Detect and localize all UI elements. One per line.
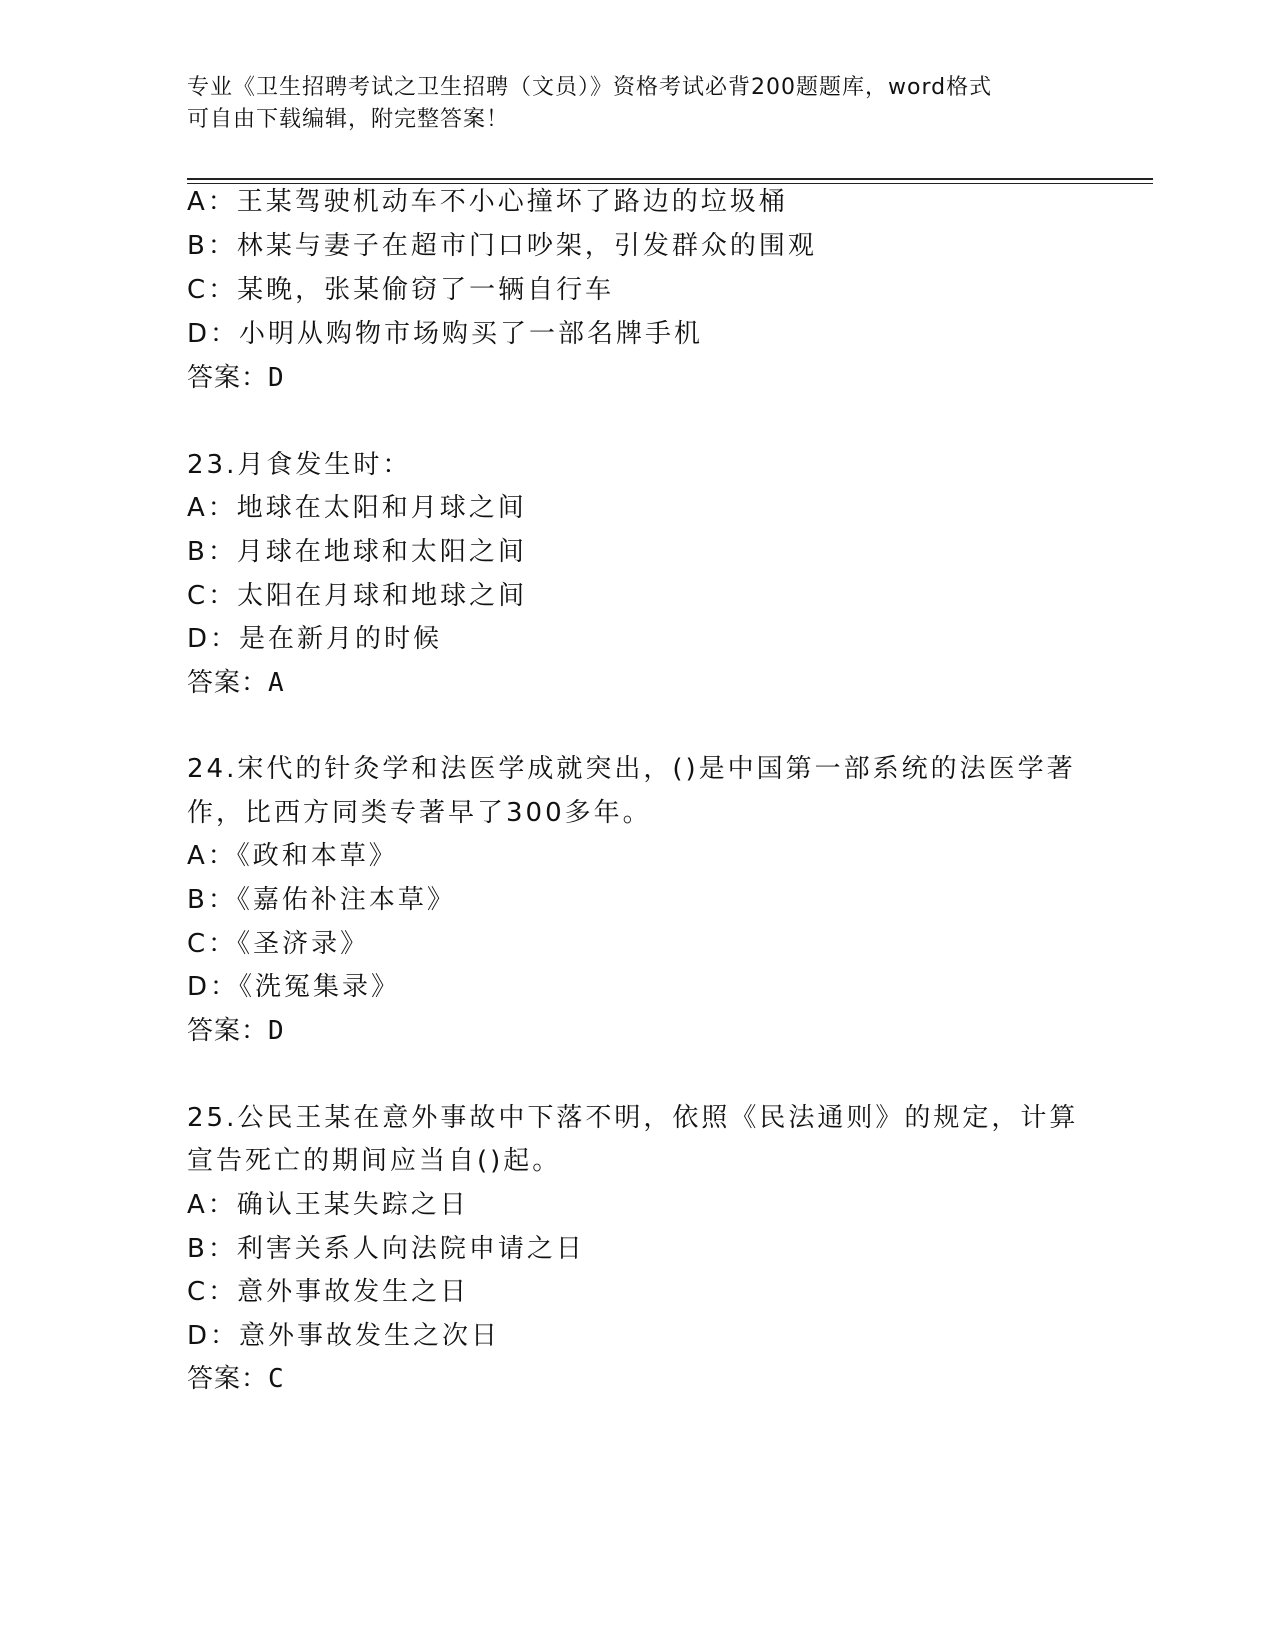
option-c: C：意外事故发生之日 [187,1277,470,1307]
answer-line [187,1013,285,1049]
option-a: A：地球在太阳和月球之间 [187,493,527,523]
option-b: B：月球在地球和太阳之间 [187,537,527,567]
answer-value: A [268,668,285,698]
question-stem-continued: 作，比西方同类专著早了300多年。 [187,798,652,828]
option-d: D：《洗冤集录》 [187,972,401,1002]
header-line-1: 专业《卫生招聘考试之卫生招聘（文员）》资格考试必背200题题库，word格式 [187,75,993,100]
option-a: A：确认王某失踪之日 [187,1190,469,1220]
option-a: A：《政和本草》 [187,841,398,871]
answer-label: 答案： [187,1016,269,1046]
option-d: D：小明从购物市场购买了一部名牌手机 [187,319,704,349]
question-stem: 23.月食发生时： [187,450,412,480]
document-header [187,72,1087,136]
answer-line [187,665,285,701]
option-d: D：意外事故发生之次日 [187,1321,501,1351]
option-b: B：林某与妻子在超市门口吵架，引发群众的围观 [187,231,817,261]
option-d: D：是在新月的时候 [187,624,443,654]
answer-label: 答案： [187,363,269,393]
option-c: C：某晚，张某偷窃了一辆自行车 [187,275,615,305]
answer-value: C [268,1364,285,1394]
answer-label: 答案： [187,668,269,698]
option-c: C：《圣济录》 [187,929,370,959]
option-b: B：《嘉佑补注本草》 [187,885,456,915]
option-a: A：王某驾驶机动车不小心撞坏了路边的垃圾桶 [187,187,788,217]
header-line-2: 可自由下载编辑，附完整答案！ [187,107,510,132]
question-stem: 24.宋代的针灸学和法医学成就突出，()是中国第一部系统的法医学著 [187,754,1076,784]
question-stem: 25.公民王某在意外事故中下落不明，依照《民法通则》的规定，计算 [187,1103,1079,1133]
option-b: B：利害关系人向法院申请之日 [187,1234,585,1264]
answer-line [187,360,285,396]
option-c: C：太阳在月球和地球之间 [187,581,528,611]
answer-value: D [268,1016,285,1046]
question-stem-continued: 宣告死亡的期间应当自()起。 [187,1146,562,1176]
answer-line [187,1361,285,1397]
answer-label: 答案： [187,1364,269,1394]
answer-value: D [268,363,285,393]
header-divider-thick [187,178,1153,180]
